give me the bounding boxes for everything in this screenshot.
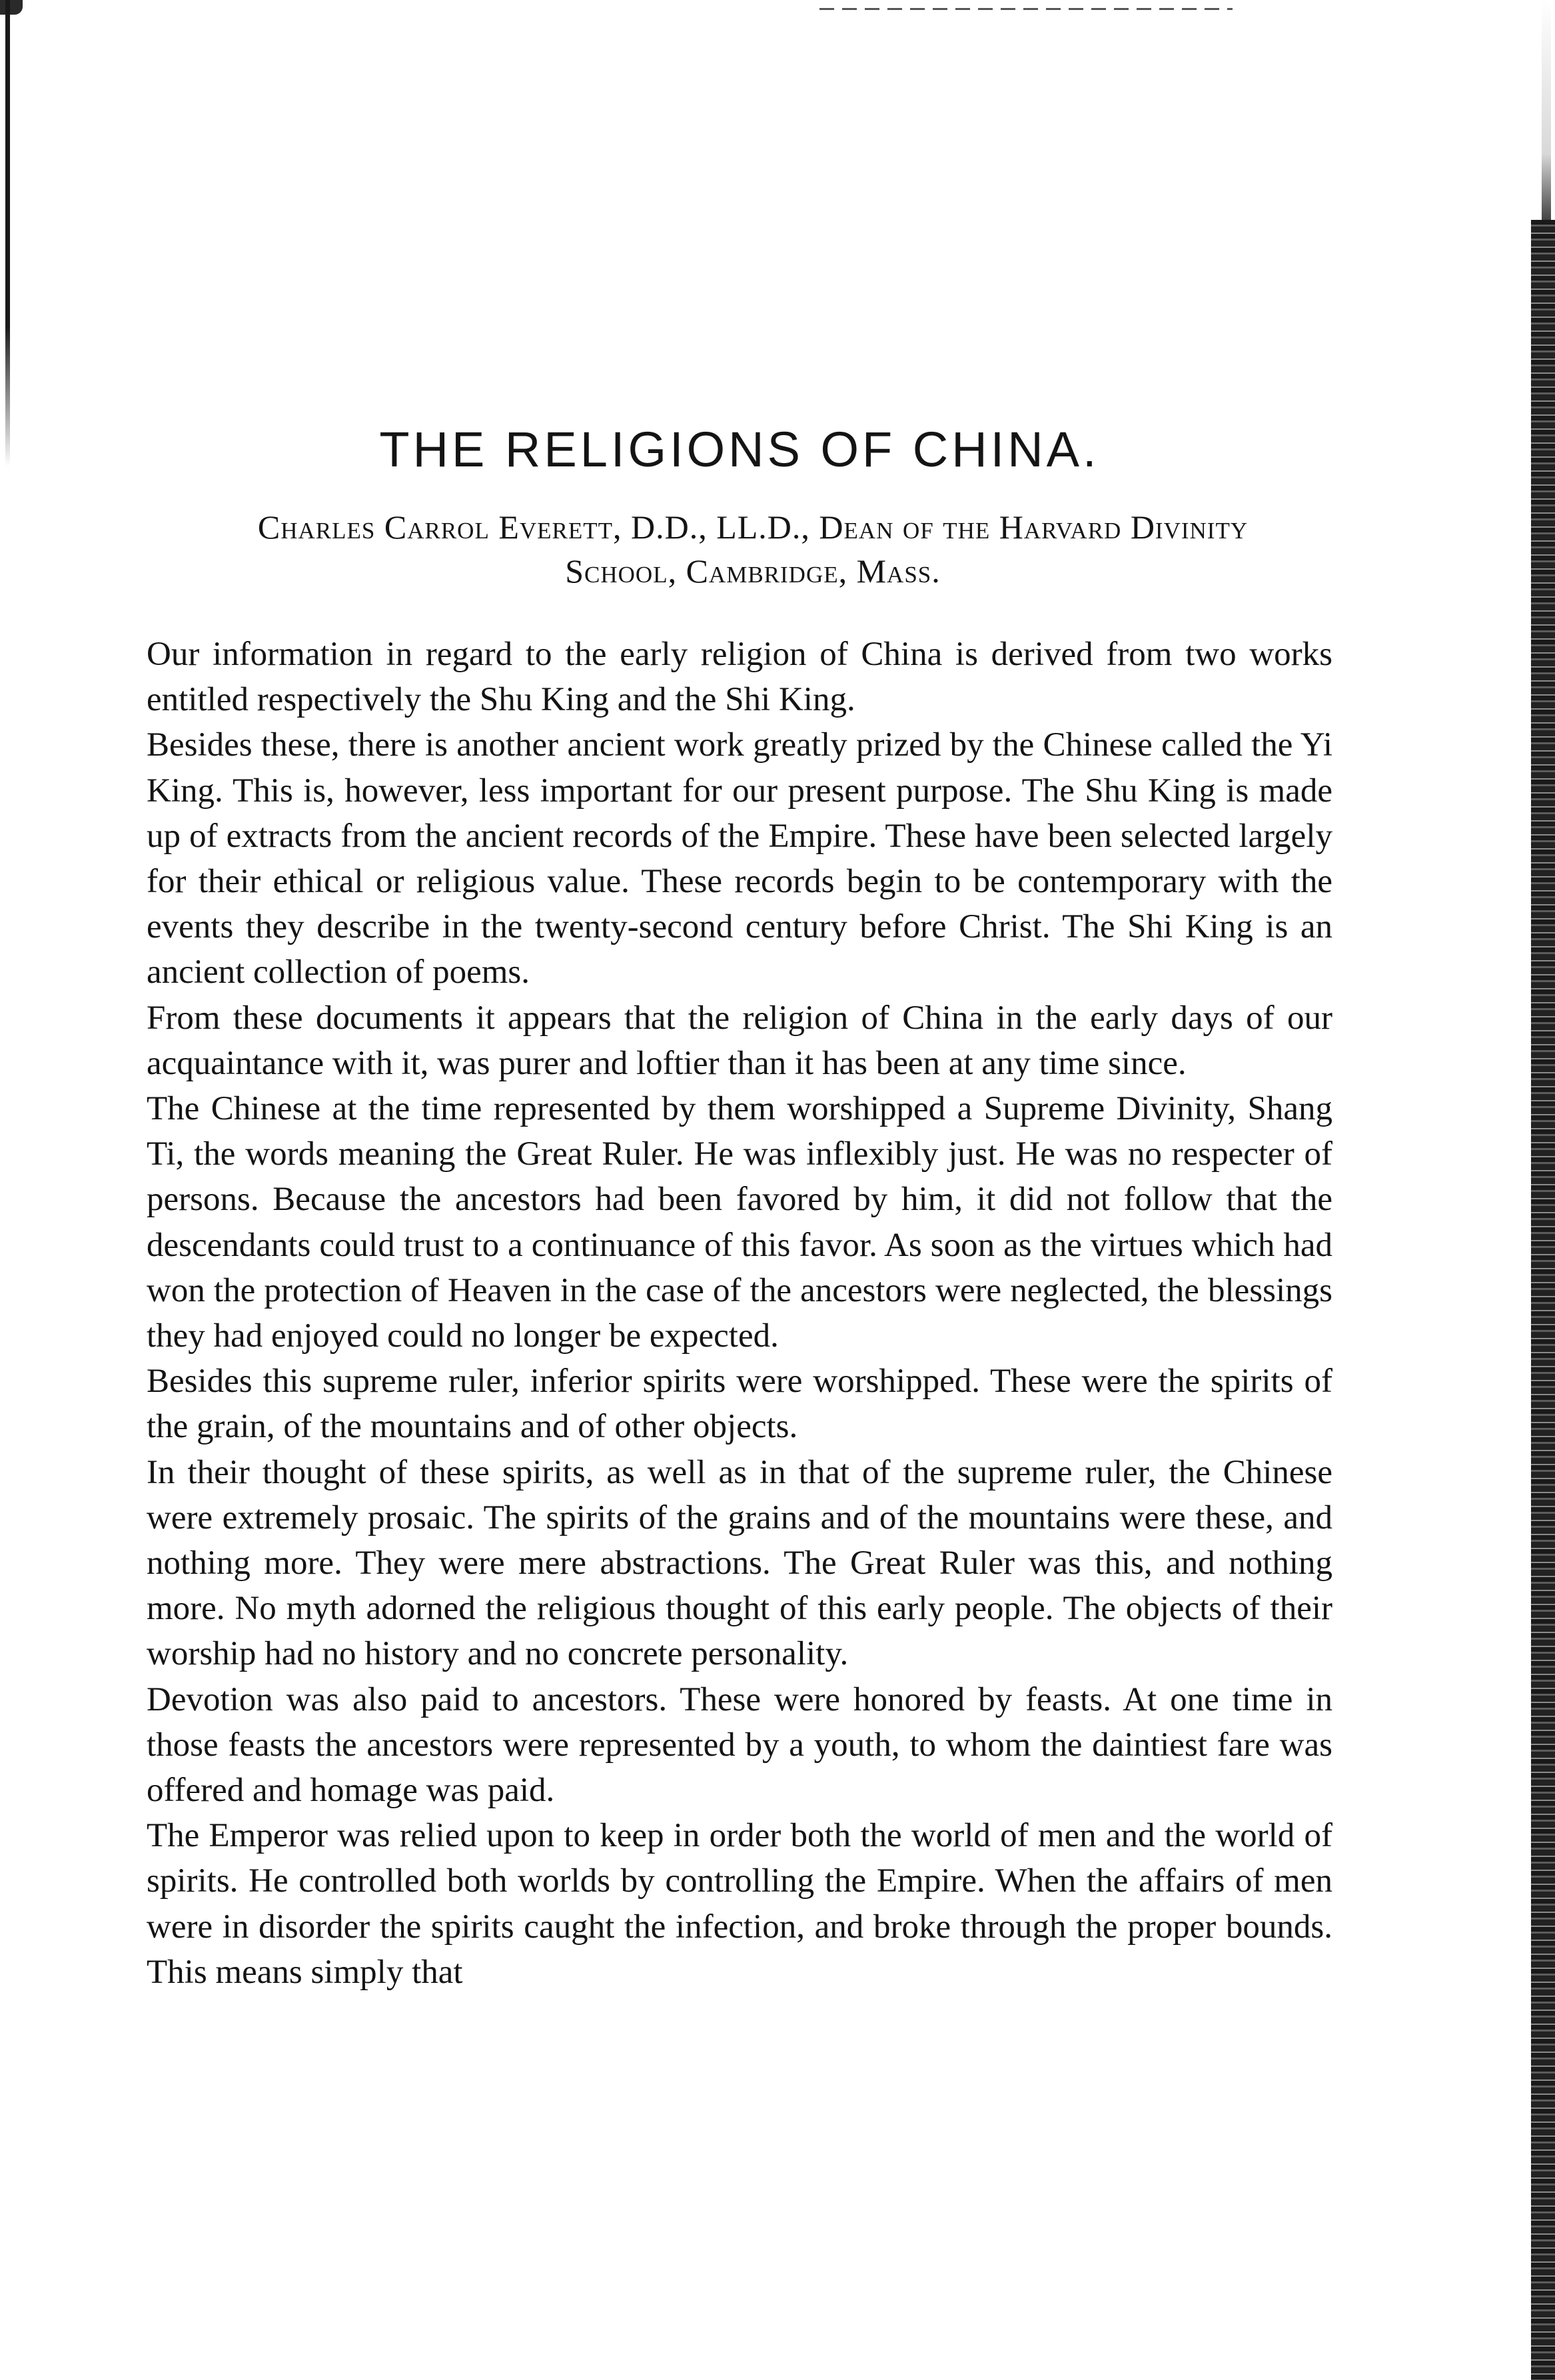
scan-left-edge-line [5,0,10,466]
paragraph: From these documents it appears that the religion of China in the early days of our acquaintance with it, was purer and loftier than it has been at any time since. [147,999,1332,1082]
scan-top-rule [819,8,1233,10]
paragraph: In their thought of these spirits, as well as in that of the supreme ruler, the Chinese were extremely prosaic. The spirits of the grains and of the mountains were these, and nothing more. They were mere abstractions. The Great Ruler was this, and nothing more. No myth adorned the religious thought of this early people. The objects of their worship had no history and no concrete personality. [147,1453,1332,1673]
paragraph: Besides this supreme ruler, inferior spirits were worshipped. These were the spirits of the grain, of the mountains and of other objects. [147,1363,1332,1446]
page-title: THE RELIGIONS OF CHINA. [379,422,1100,477]
author-line: School, Cambridge, Mass. [565,552,941,590]
scan-right-edge-binding [1531,220,1555,2380]
author-line: Charles Carrol Everett, D.D., LL.D., Dean of the Harvard Divinity [257,508,1249,546]
paragraph: Devotion was also paid to ancestors. These were honored by feasts. At one time in those feasts the ancestors were represented by a youth, to whom the daintiest fare was offered and homage was paid. [147,1680,1332,1810]
author-byline [187,505,1319,593]
body-text [147,632,1332,1995]
scan-right-edge-fade [1542,0,1551,220]
paragraph: The Chinese at the time represented by them worshipped a Supreme Divinity, Shang Ti, the words meaning the Great Ruler. He was inflexibly just. He was no respecter of persons. Because the ancestors had been favored by him, it did not follow that the descendants could trust to a continuance of this favor. As soon as the virtues which had won the protection of Heaven in the case of the ancestors were neglected, the blessings they had enjoyed could no longer be expected. [147,1090,1332,1355]
paragraph: Besides these, there is another ancient work greatly prized by the Chinese called the Yi King. This is, however, less important for our present purpose. The Shu King is made up of extracts from the ancient records of the Empire. These have been selected largely for their ethical or religious value. These records begin to be contemporary with the events they describe in the twenty-second century before Christ. The Shi King is an ancient collection of poems. [147,726,1332,991]
paragraph: The Emperor was relied upon to keep in order both the world of men and the world of spirits. He controlled both worlds by controlling the Empire. When the affairs of men were in disorder the spirits caught the infection, and broke through the proper bounds. This means simply that [147,1817,1332,1991]
paragraph: Our information in regard to the early religion of China is derived from two works entitled respectively the Shu King and the Shi King. [147,636,1332,719]
scan-corner-mark [0,0,23,15]
